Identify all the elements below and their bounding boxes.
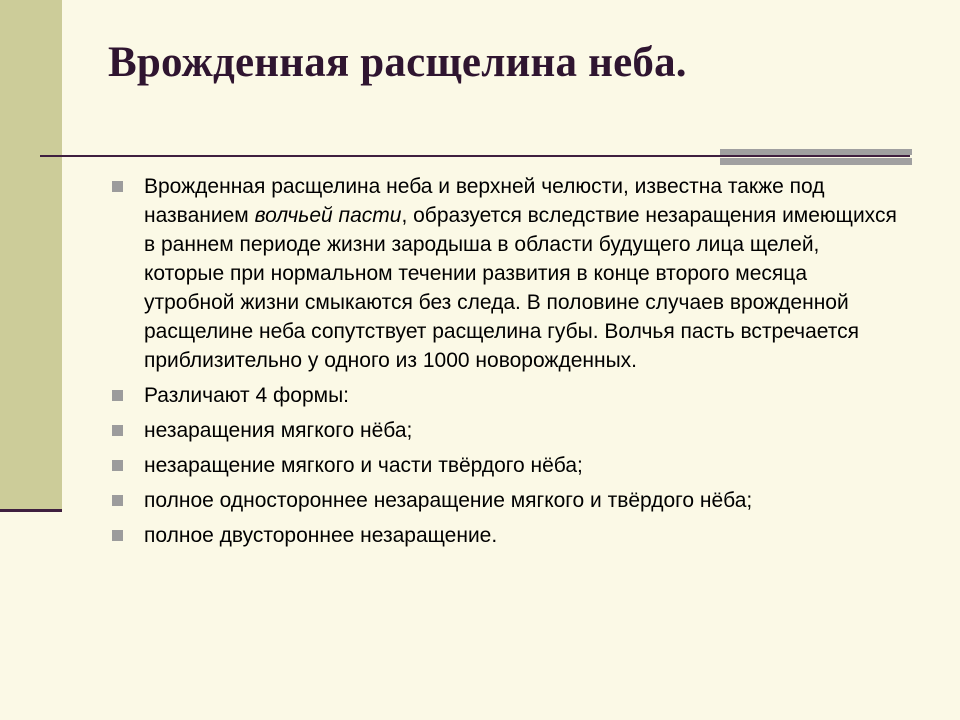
bullet-item	[108, 416, 898, 445]
bullet-item	[108, 381, 898, 410]
bullet-list	[108, 172, 898, 556]
square-bullet-icon	[112, 495, 123, 506]
square-bullet-icon	[112, 530, 123, 541]
bullet-text: незаращение мягкого и части твёрдого нёба;	[144, 454, 583, 477]
bullet-text-emphasis: волчьей пасти	[254, 204, 402, 227]
bullet-item	[108, 521, 898, 550]
left-accent-bar-rule	[0, 509, 62, 512]
bullet-text: полное двустороннее незаращение.	[144, 524, 498, 547]
bullet-item	[108, 451, 898, 480]
bullet-text	[144, 175, 897, 372]
bullet-text: Различают 4 формы:	[144, 384, 350, 407]
bullet-item	[108, 172, 898, 375]
slide-title: Врожденная расщелина неба.	[108, 39, 687, 86]
square-bullet-icon	[112, 181, 123, 192]
square-bullet-icon	[112, 390, 123, 401]
bullet-text-part: , образуется вследствие незаращения имеющихся в раннем периоде жизни зародыша в области будущего лица щелей, которые при нормальном течении развития в конце второго месяца утробной жизни смыкаются без следа. В половине случаев врожденной расщелине неба сопутствует расщелина губы. Волчья пасть встречается приблизительно у одного из 1000 новорожденных.	[144, 204, 897, 372]
bullet-item	[108, 486, 898, 515]
left-accent-bar	[0, 0, 62, 510]
title-divider-accent	[720, 149, 912, 165]
bullet-text: полное одностороннее незаращение мягкого и твёрдого нёба;	[144, 489, 753, 512]
square-bullet-icon	[112, 460, 123, 471]
bullet-text: незаращения мягкого нёба;	[144, 419, 413, 442]
bullet-text-part: Врожденная расщелина неба и верхней челюсти, известна также под названием	[144, 175, 825, 227]
square-bullet-icon	[112, 425, 123, 436]
